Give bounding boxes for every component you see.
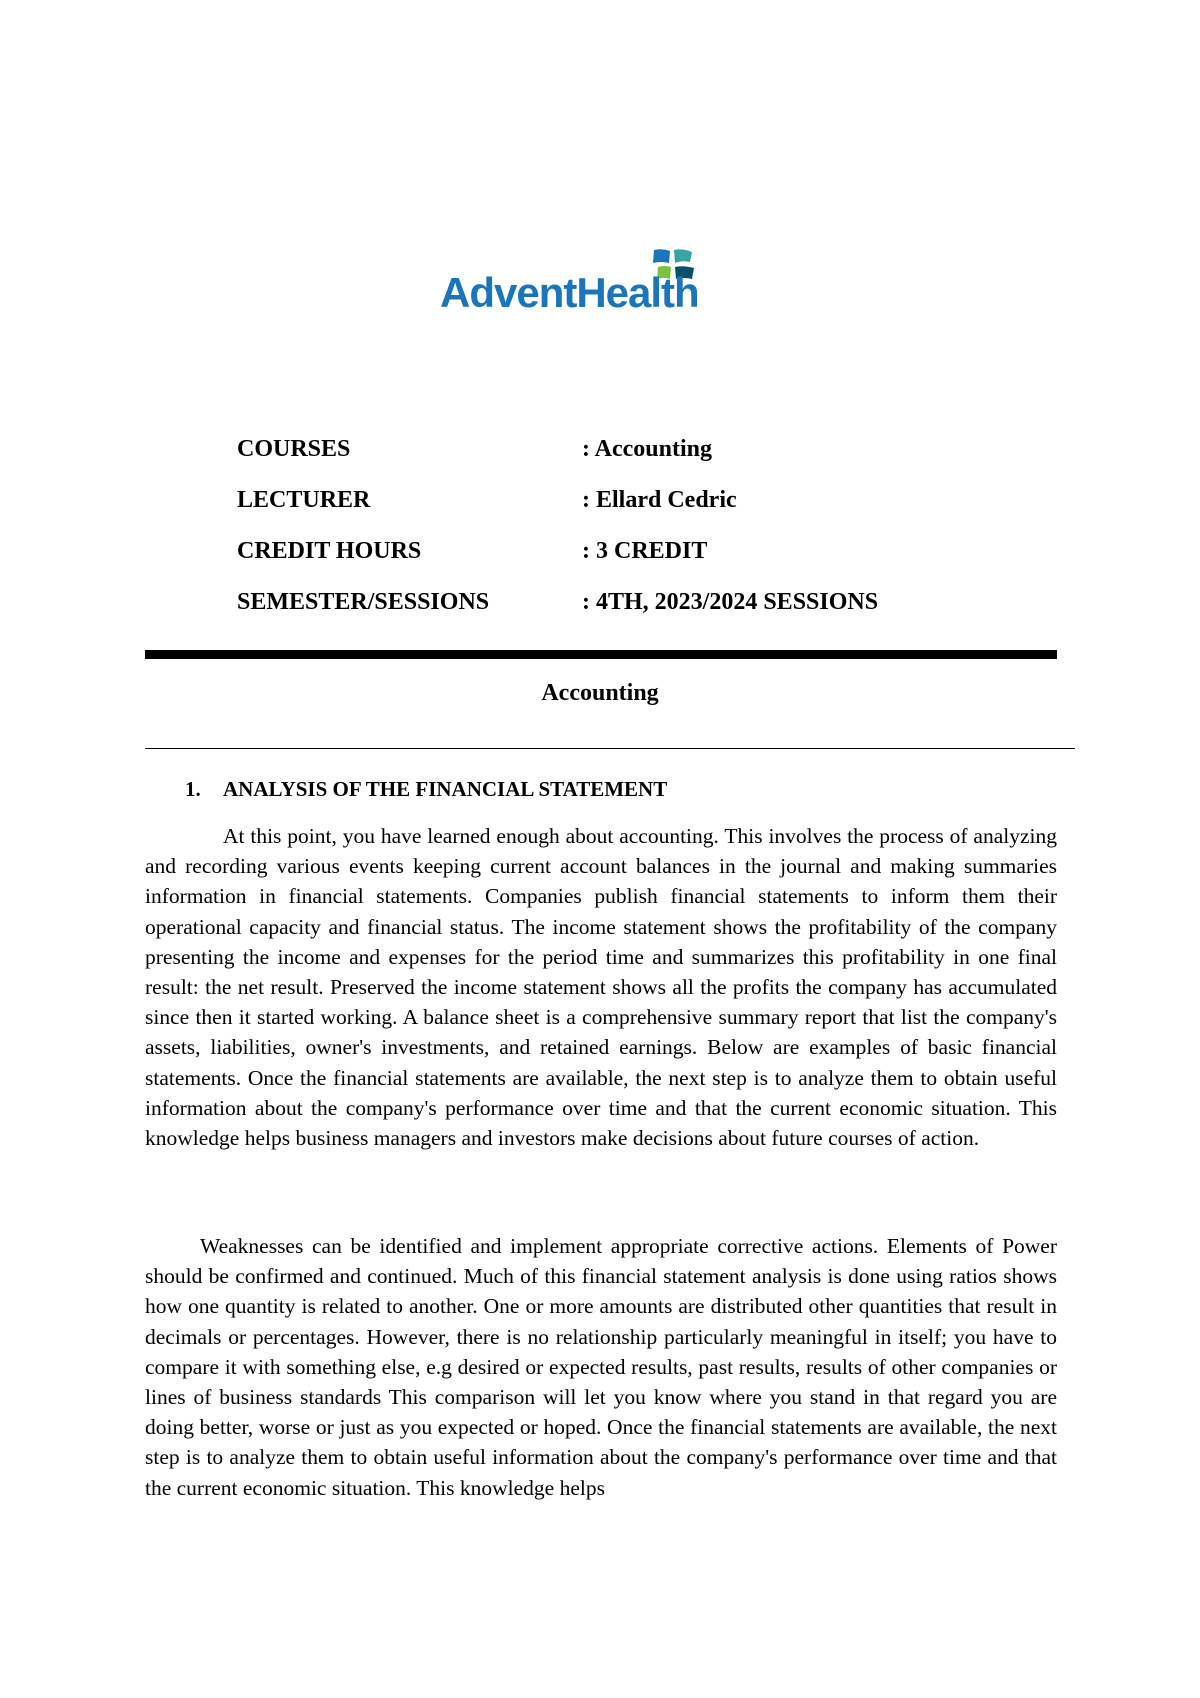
body-paragraph: Weaknesses can be identified and implement appropriate corrective actions. Elements of Power should be confirmed and continued. Much of this financial statement analysis is done using ratios shows how one quantity is related to another. One or more amounts are distributed other quantities that result in decimals or percentages. However, there is no relationship particularly meaningful in itself; you have to compare it with something else, e.g desired or expected results, past results, results of other companies or lines of business standards This comparison will let you know where you stand in that regard you are doing better, worse or just as you expected or hoped. Once the financial statements are available, the next step is to analyze them to obtain useful information about the company's performance over time and that the current economic situation. This knowledge helps: [145, 1234, 1057, 1500]
section-number: 1.: [185, 777, 201, 801]
document-title: Accounting: [541, 680, 659, 706]
info-value: : 3 CREDIT: [582, 538, 708, 564]
info-label: CREDIT HOURS: [237, 538, 422, 564]
info-label: SEMESTER/SESSIONS: [237, 589, 490, 615]
section-title: ANALYSIS OF THE FINANCIAL STATEMENT: [223, 777, 668, 801]
info-label: COURSES: [237, 436, 351, 462]
info-value: : 4TH, 2023/2024 SESSIONS: [582, 589, 879, 615]
logo-wordmark: AdventHealth: [440, 269, 699, 316]
info-row-semester: [237, 589, 997, 640]
section-heading: [185, 777, 667, 802]
advent-health-logo: [440, 248, 770, 328]
body-paragraph: At this point, you have learned enough about accounting. This involves the process of analyzing and recording various events keeping current account balances in the journal and making summaries information in financial statements. Companies publish financial statements to inform them their operational capacity and financial status. The income statement shows the profitability of the company presenting the income and expenses for the period time and summarizes this profitability in one final result: the net result. Preserved the income statement shows all the profits the company has accumulated since then it started working. A balance sheet is a comprehensive summary report that list the company's assets, liabilities, owner's investments, and retained earnings. Below are examples of basic financial statements. Once the financial statements are available, the next step is to analyze them to obtain useful information about the company's performance over time and that the current economic situation. This knowledge helps business managers and investors make decisions about future courses of action.: [145, 824, 1057, 1151]
thick-divider: [145, 650, 1057, 659]
course-info-table: [237, 436, 997, 640]
info-row-courses: [237, 436, 997, 487]
info-row-lecturer: [237, 487, 997, 538]
info-value: : Accounting: [582, 436, 713, 462]
thin-divider: [145, 748, 1075, 749]
info-label: LECTURER: [237, 487, 371, 513]
info-row-credit-hours: [237, 538, 997, 589]
info-value: : Ellard Cedric: [582, 487, 737, 513]
